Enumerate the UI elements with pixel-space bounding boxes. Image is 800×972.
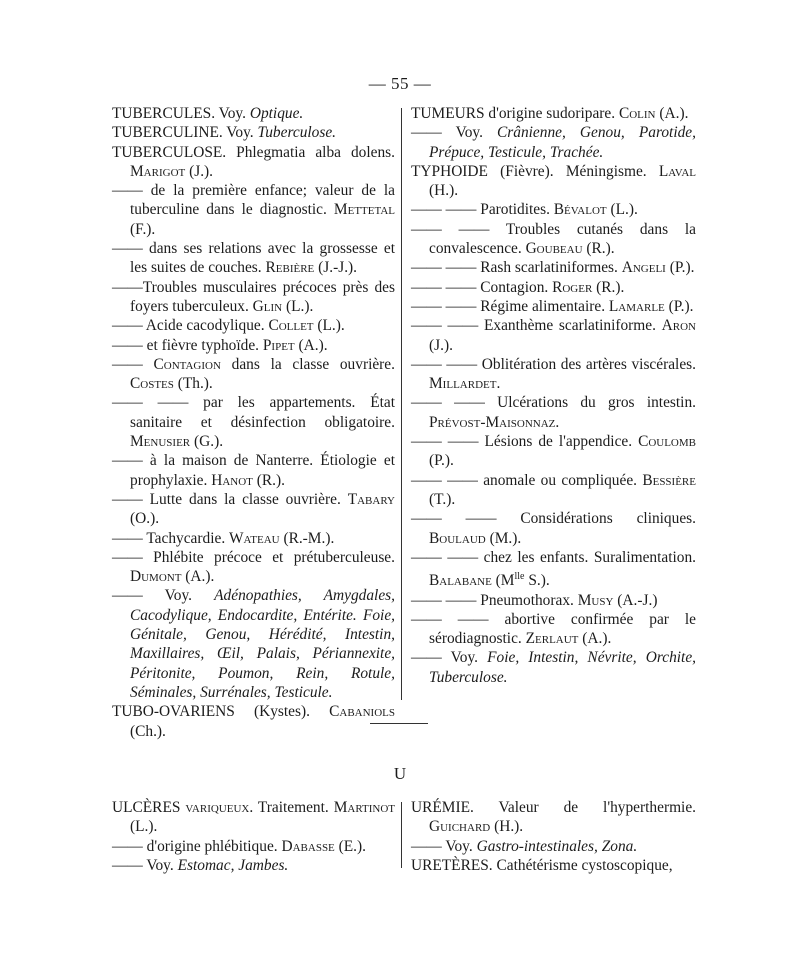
index-entry <box>411 123 696 162</box>
entry-text: (P.). <box>664 297 694 315</box>
entry-text: URETÈRES. Cathétérisme cystoscopique, <box>411 856 673 874</box>
entry-text: —— —— Parotidites. <box>411 201 554 219</box>
entry-text: (R.). <box>592 278 625 296</box>
author-name: Guichard <box>429 818 491 836</box>
index-entry <box>411 591 696 610</box>
index-entry <box>411 220 696 259</box>
index-entry <box>112 181 395 239</box>
entry-text: TUBO-OVARIENS (Kystes). <box>112 703 330 721</box>
entry-text: (L.). <box>130 818 158 836</box>
author-name: Goubeau <box>525 240 583 258</box>
cross-reference: Optique. <box>249 105 304 122</box>
entry-text: —— Voy. <box>411 124 498 142</box>
entry-text: (T.). <box>429 490 456 508</box>
entry-text: (A.). <box>294 336 328 354</box>
author-name: Pipet <box>262 336 295 354</box>
author-name: Glin <box>252 297 283 315</box>
index-entry <box>112 123 395 142</box>
entry-text: TUMEURS d'origine sudoripare. <box>411 105 619 122</box>
entry-text: (P.). <box>429 452 454 470</box>
author-name: Mettetal <box>333 201 395 219</box>
entry-text: (Th.). <box>173 375 213 393</box>
index-entry <box>411 856 696 875</box>
index-entry <box>411 471 696 510</box>
author-name: Wateau <box>229 529 280 547</box>
entry-text: (L.). <box>282 297 314 315</box>
index-entry <box>411 278 696 297</box>
entry-text: —— —— Oblitération des artères viscérales. <box>411 355 696 373</box>
author-name: Coulomb <box>638 433 696 451</box>
entry-text: (P.). <box>665 259 695 277</box>
index-entry <box>112 355 395 394</box>
author-name: Angeli <box>621 259 666 277</box>
page-number: — 55 — <box>368 74 432 93</box>
index-entry <box>411 162 696 201</box>
entry-text: (A.). <box>578 630 612 648</box>
entry-text: ULCÈRES <box>112 799 186 816</box>
entry-text: —— —— par les appartements. État sanitaire et désinfection obligatoire. <box>112 394 395 431</box>
author-name: Hanot <box>211 471 253 489</box>
entry-text: (A.). <box>181 568 215 586</box>
entry-text: (R.-M.). <box>279 529 335 547</box>
entry-text: TUBERCULINE. Voy. <box>112 124 258 142</box>
author-name: Rebière <box>265 259 315 277</box>
entry-text: TYPHOIDE (Fièvre). Méningisme. <box>411 162 659 180</box>
entry-text: —— Phlébite précoce et prétuberculeuse. <box>112 548 395 566</box>
index-entry <box>411 258 696 277</box>
index-entry <box>411 548 696 591</box>
author-name: Bessière <box>642 471 696 489</box>
entry-text: (J.-J.). <box>314 259 358 277</box>
entry-text: (R.). <box>582 240 615 258</box>
author-name: Boulaud <box>429 529 486 547</box>
author-name: Aron <box>661 317 696 335</box>
entry-text: TUBERCULOSE. Phlegmatia alba dolens. <box>112 143 395 161</box>
author-name: Roger <box>552 278 593 296</box>
author-name: Bévalot <box>553 201 607 219</box>
author-name: Contagion <box>153 355 221 373</box>
entry-text: —— et fièvre typhoïde. <box>112 336 263 354</box>
author-name: Martinot <box>333 799 395 816</box>
entry-text: (Ch.). <box>130 722 166 740</box>
entry-text: —— —— anomale ou compliquée. <box>411 471 643 489</box>
author-name: Menusier <box>130 433 191 451</box>
cross-reference: Tuberculose. <box>257 124 337 142</box>
index-entry <box>411 104 696 123</box>
author-name: variqueux <box>185 799 250 816</box>
cross-reference: Gastro-intestinales, Zona. <box>476 837 638 855</box>
index-entry <box>112 143 395 182</box>
entry-text: —— Voy. <box>112 587 215 605</box>
author-name: Cabaniols <box>329 703 395 721</box>
entry-text: TUBERCULES. Voy. <box>112 105 250 122</box>
index-entry <box>411 837 696 856</box>
entry-text: —— <box>112 355 154 373</box>
entry-text: —— Voy. <box>112 856 178 874</box>
entry-text: —— —— Rash scarlatiniformes. <box>411 259 622 277</box>
column-divider-u <box>401 802 402 868</box>
entry-text: —— Voy. <box>411 837 477 855</box>
entry-text: —— —— Troubles cutanés dans la convalescence. <box>411 220 696 258</box>
index-column-right-u <box>411 798 696 875</box>
author-name: Musy <box>577 591 614 609</box>
entry-text: —— —— Pneumothorax. <box>411 591 578 609</box>
entry-text: (J.). <box>429 336 453 354</box>
index-column-left-u <box>112 798 395 875</box>
index-entry <box>112 548 395 587</box>
index-entry <box>112 278 395 317</box>
author-name: Millardet. <box>429 375 501 393</box>
index-entry <box>112 586 395 702</box>
entry-text: (J.). <box>185 162 214 180</box>
entry-text: —— Acide cacodylique. <box>112 317 269 335</box>
entry-text: (A.-J.) <box>613 591 658 609</box>
column-divider <box>401 108 402 700</box>
entry-text: S.). <box>524 572 550 590</box>
cross-reference: Adénopathies, Amygdales, Cacodylique, Endocardite, Entérite. Foie, Génitale, Genou, Hérédité, Intestin, Maxillaires, Œil, Palais, Périannexite, Péritonite, Poumon, Rein, Rotule, Séminales, Surrénales, Testicule. <box>130 587 395 701</box>
author-name: Dabasse <box>281 837 335 855</box>
cross-reference: Estomac, Jambes. <box>177 856 289 874</box>
index-column-left <box>112 104 395 741</box>
author-name: Balabane <box>429 572 492 590</box>
index-entry <box>411 432 696 471</box>
entry-text: URÉMIE. Valeur de l'hyperthermie. <box>411 799 696 816</box>
author-name: Prévost-Maisonnaz. <box>429 413 560 431</box>
entry-text: —— Lutte dans la classe ouvrière. <box>112 490 348 508</box>
cross-reference: Crânienne, Genou, Parotide, Prépuce, Testicule, Trachée. <box>429 124 696 161</box>
index-entry <box>112 104 395 123</box>
entry-text: (L.). <box>313 317 345 335</box>
index-entry <box>112 239 395 278</box>
entry-text: (A.). <box>655 105 689 122</box>
index-entry <box>411 355 696 394</box>
index-entry <box>112 856 395 875</box>
section-heading-u: U <box>393 764 407 783</box>
entry-text: —— d'origine phlébitique. <box>112 837 282 855</box>
index-entry <box>112 316 395 335</box>
author-name: Dumont <box>130 568 182 586</box>
author-name: Laval <box>658 162 696 180</box>
entry-text: —— —— Contagion. <box>411 278 553 296</box>
entry-text: —— —— chez les enfants. Suralimentation. <box>411 548 696 566</box>
index-entry <box>112 702 395 741</box>
index-entry <box>112 837 395 856</box>
entry-text: . Traitement. <box>249 799 334 816</box>
entry-text: —— —— Régime alimentaire. <box>411 297 609 315</box>
entry-text: (M.). <box>485 529 522 547</box>
entry-text: ——Troubles musculaires précoces près des foyers tuberculeux. <box>112 278 395 315</box>
index-entry <box>112 529 395 548</box>
cross-reference: Foie, Intestin, Névrite, Orchite, Tuberculose. <box>429 649 696 686</box>
author-name: Lamarle <box>608 297 665 315</box>
entry-text: (H.). <box>429 182 459 200</box>
index-entry <box>411 509 696 548</box>
index-column-right <box>411 104 696 687</box>
entry-text: lle <box>514 571 525 583</box>
index-entry <box>112 451 395 490</box>
entry-text: —— dans ses relations avec la grossesse et les suites de couches. <box>112 240 395 277</box>
entry-text: (E.). <box>334 837 366 855</box>
entry-text: —— Tachycardie. <box>112 529 230 547</box>
index-entry <box>411 316 696 355</box>
index-entry <box>112 490 395 529</box>
entry-text: —— —— Lésions de l'appendice. <box>411 433 639 451</box>
index-entry <box>112 336 395 355</box>
entry-text: (L.). <box>606 201 638 219</box>
entry-text: —— Voy. <box>411 649 488 667</box>
entry-text: (F.). <box>130 220 156 238</box>
entry-text: —— —— Exanthème scarlatiniforme. <box>411 317 662 335</box>
index-entry <box>411 297 696 316</box>
entry-text: dans la classe ouvrière. <box>220 355 395 373</box>
section-separator <box>370 723 428 724</box>
index-entry <box>411 610 696 649</box>
entry-text: (O.). <box>130 510 160 528</box>
entry-text: (G.). <box>190 433 224 451</box>
entry-text: —— —— Considérations cliniques. <box>411 510 696 528</box>
index-entry <box>411 393 696 432</box>
entry-text: —— de la première enfance; valeur de la tuberculine dans le diagnostic. <box>112 182 395 219</box>
entry-text: (H.). <box>490 818 524 836</box>
entry-text: (R.). <box>252 471 285 489</box>
author-name: Zerlaut <box>525 630 579 648</box>
author-name: Colin <box>618 105 656 122</box>
index-entry <box>112 393 395 451</box>
entry-text: —— —— Ulcérations du gros intestin. <box>411 394 696 412</box>
author-name: Collet <box>268 317 314 335</box>
index-entry <box>411 798 696 837</box>
entry-text: (M <box>491 572 515 590</box>
author-name: Tabary <box>347 490 395 508</box>
index-entry <box>411 200 696 219</box>
author-name: Costes <box>130 375 174 393</box>
entry-text: —— à la maison de Nanterre. Étiologie et prophylaxie. <box>112 452 395 489</box>
index-entry <box>411 648 696 687</box>
author-name: Marigot <box>130 162 186 180</box>
entry-text: —— —— abortive confirmée par le sérodiagnostic. <box>411 610 696 648</box>
index-entry <box>112 798 395 837</box>
